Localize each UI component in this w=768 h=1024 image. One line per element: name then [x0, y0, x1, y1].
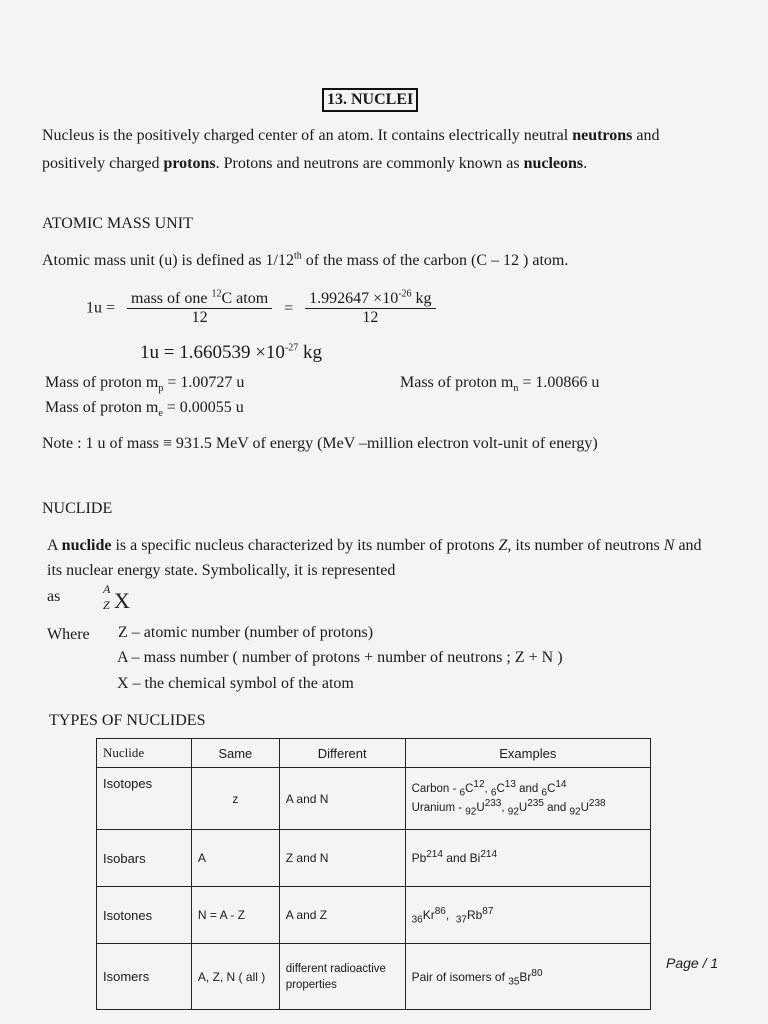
row-examples: Carbon - $_6C^{12}$, $_6C^{13}$ and $_6C^{14}$ Uranium - $_{92}U^{233}$, $_{92}U^{235}$ and $_{92}U^{238}$	[405, 768, 650, 830]
amu-formula: 1u = $\frac{mass of one ^{12}C atom}{12}$ = $\frac{1.992647 \times 10^{-26} kg}{12}$	[86, 290, 436, 327]
page-title: 13. NUCLEI	[322, 88, 418, 112]
amu-result: $1u = 1.660539 \times 10^{-27}$ kg	[140, 342, 323, 363]
table-row	[97, 887, 651, 944]
table-header-row	[97, 739, 651, 768]
row-examples: Pair of isomers of $_{35}Br^{80}$	[405, 944, 650, 1010]
nuclide-symbol: A Z X	[103, 582, 130, 613]
where-z: Z – atomic number (number of protons)	[118, 624, 374, 641]
table-row	[97, 830, 651, 887]
row-name: Isotones	[97, 887, 192, 944]
nuclide-types-table	[96, 738, 651, 1010]
table-row	[97, 768, 651, 830]
types-heading: TYPES OF NUCLIDES	[49, 712, 206, 729]
neutron-mass: Mass of proton $m_n = 1.00866$ u	[400, 374, 600, 395]
header-different: Different	[279, 739, 405, 768]
nuclide-paragraph: A nuclide is a specific nucleus characterized by its number of protons Z, its number of neutrons N and its nuclear energy state. Symbolically, it is represented	[47, 537, 702, 579]
amu-definition: Atomic mass unit (u) is defined as 1/12th of the mass of the carbon (C – 12 ) atom.	[42, 250, 569, 269]
row-same: A	[191, 830, 279, 887]
nuclide-as: as	[47, 588, 61, 605]
where-label: Where	[47, 626, 90, 643]
table-row	[97, 944, 651, 1010]
row-different: A and N	[279, 768, 405, 830]
electron-mass: Mass of proton $m_e = 0.00055$ u	[45, 399, 244, 420]
row-same: N = A - Z	[191, 887, 279, 944]
row-same: A, Z, N ( all )	[191, 944, 279, 1010]
intro-paragraph: Nucleus is the positively charged center of an atom. It contains electrically neutral neutrons and positively charged protons. Protons and neutrons are commonly known as nucleons.	[42, 127, 660, 172]
row-different: Z and N	[279, 830, 405, 887]
header-examples: Examples	[405, 739, 650, 768]
where-a: A – mass number ( number of protons + number of neutrons ; Z + N )	[117, 649, 563, 666]
row-name: Isomers	[97, 944, 192, 1010]
header-same: Same	[191, 739, 279, 768]
row-name: Isobars	[97, 830, 192, 887]
page-number: Page / 1	[666, 955, 719, 971]
row-name: Isotopes	[97, 768, 192, 830]
row-same: z	[191, 768, 279, 830]
proton-mass: Mass of proton $m_p = 1.00727$ u	[45, 374, 245, 395]
row-examples: Pb$^{214}$ and Bi$^{214}$	[405, 830, 650, 887]
row-different: different radioactive properties	[279, 944, 405, 1010]
row-different: A and Z	[279, 887, 405, 944]
note-text: Note : 1 u of mass ≡ 931.5 MeV of energy (MeV –million electron volt-unit of energy)	[42, 435, 598, 452]
where-x: X – the chemical symbol of the atom	[117, 675, 354, 692]
header-nuclide: Nuclide	[97, 739, 192, 768]
amu-heading: ATOMIC MASS UNIT	[42, 215, 193, 232]
row-examples: $_{36}Kr^{86}$, $_{37}Rb^{87}$	[405, 887, 650, 944]
nuclide-heading: NUCLIDE	[42, 500, 113, 517]
